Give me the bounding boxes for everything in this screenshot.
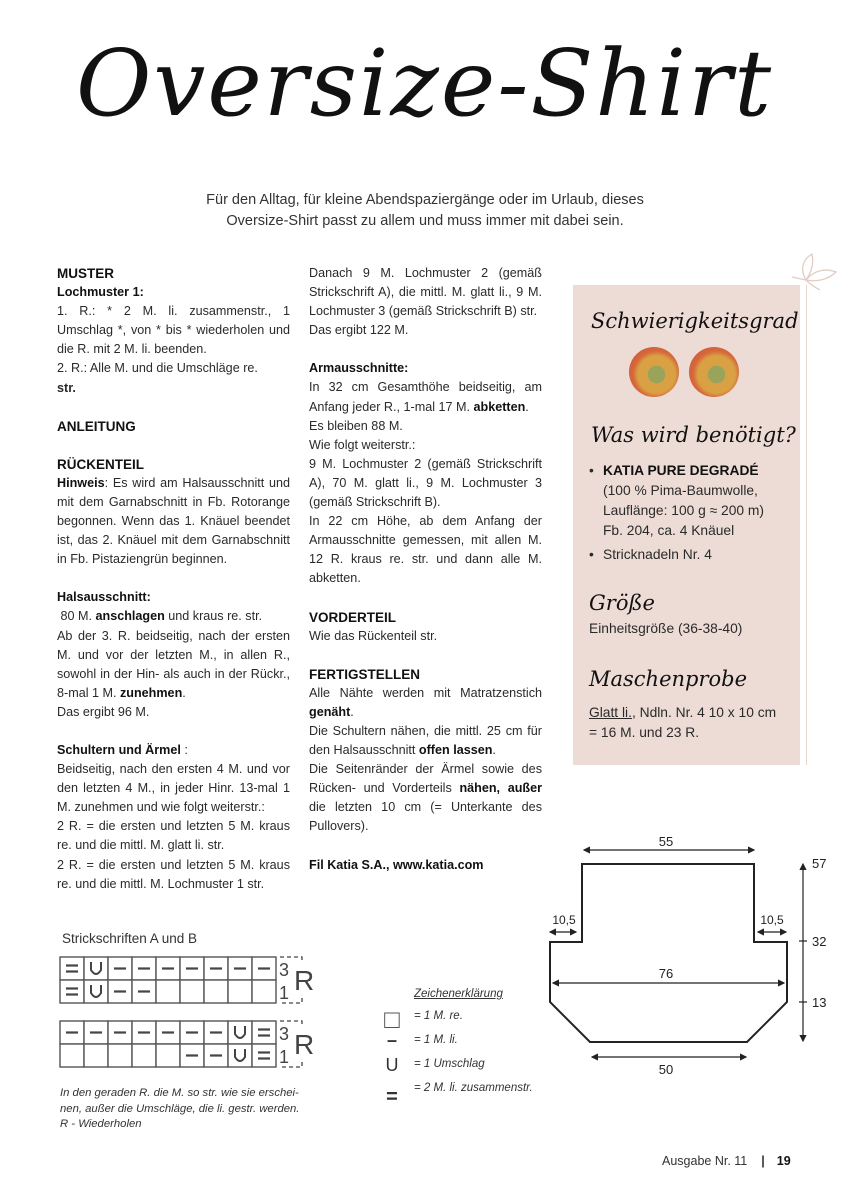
info-sidebar — [573, 285, 800, 765]
subheading-schultern — [57, 741, 290, 760]
schultern-heading-text: Schultern und Ärmel — [57, 742, 181, 757]
hals-p1-c: und kraus re. str. — [164, 609, 263, 624]
lochmuster-1-row-1: 1. R.: * 2 M. li. zusammenstr., 1 Umschlag *, von * bis * wiederholen und die R. mit 2 M. li. beenden. — [57, 304, 290, 357]
chart-note-line-2: nen, außer die Umschläge, die li. gestr. werden. — [60, 1102, 300, 1115]
yarn-name: KATIA PURE DEGRADÉ — [603, 463, 759, 478]
subheading-halsausschnitt: Halsausschnitt: — [57, 590, 151, 605]
gauge-stitch-type: Glatt li. — [589, 705, 632, 720]
garment-schematic — [540, 820, 840, 1090]
section-heading-vorderteil: VORDERTEIL — [309, 609, 397, 625]
arm-paragraph-2: Es bleiben 88 M. — [309, 418, 403, 433]
sidebar-divider — [806, 285, 807, 765]
fertig-p3-a: Die Seitenränder der Ärmel sowie des Rücken- und Vorderteils — [309, 762, 542, 796]
fertig-p2-a: Die Schultern nähen, die mittl. 25 cm für den Halsausschnitt — [309, 723, 542, 758]
issue-number: Ausgabe Nr. 11 — [662, 1154, 748, 1168]
chart-cell — [60, 980, 84, 1003]
hals-p1-a: 80 M. — [60, 609, 96, 624]
legend-title — [414, 988, 503, 1000]
chart-cell — [180, 980, 204, 1003]
fertig-p3-c: die letzten 10 cm (= Unterkante des Pullovers). — [309, 800, 542, 834]
chart-cell — [84, 1044, 108, 1067]
footer-separator: | — [761, 1154, 765, 1168]
size-heading: Größe — [589, 591, 655, 615]
section-heading-anleitung: ANLEITUNG — [57, 418, 136, 434]
fertig-p3-bold: nähen, außer — [459, 781, 542, 796]
dim-height-total: 57 — [812, 856, 827, 871]
schultern-paragraph-2: 2 R. = die ersten und letzten 5 M. kraus re. und die mittl. M. glatt li. str. — [57, 819, 290, 853]
chart-cell — [60, 957, 84, 980]
legend-text: = 1 Umschlag — [414, 1058, 485, 1070]
chart-cell — [204, 980, 228, 1003]
instructions-column-2 — [309, 264, 542, 875]
page-footer — [662, 1154, 791, 1168]
chart-cell — [228, 1044, 252, 1067]
gauge-heading: Maschenprobe — [589, 667, 748, 691]
arm-paragraph-4: 9 M. Lochmuster 2 (gemäß Strickschrift A), 70 M. glatt li., 9 M. Lochmuster 3 (gemäß Strickschrift B). — [309, 456, 542, 510]
fertig-p2-bold: offen lassen — [418, 743, 493, 758]
dim-body-width: 76 — [658, 966, 674, 981]
arm-p1-a: In 32 cm Gesamthöhe beidseitig, am Anfang jeder R., 1-mal 17 M. — [309, 380, 542, 414]
fertig-paragraph-3 — [309, 760, 542, 836]
instructions-column-1 — [57, 264, 290, 894]
knit-stitch-symbol-icon: □ — [384, 1004, 400, 1034]
legend-row — [372, 1082, 572, 1108]
purl-two-together-symbol-icon: = — [386, 1086, 398, 1108]
fertig-p1-a: Alle Nähte werden mit Matratzenstich — [309, 685, 542, 700]
chart-cell — [228, 980, 252, 1003]
needed-heading: Was wird benötigt? — [591, 423, 796, 447]
chart-cell — [60, 1044, 84, 1067]
schematic-outline — [550, 864, 787, 1042]
hals-paragraph-2 — [57, 627, 290, 703]
legend-text: = 1 M. re. — [414, 1010, 463, 1022]
vorderteil-text: Wie das Rückenteil str. — [309, 628, 438, 643]
chart-cell — [228, 1021, 252, 1044]
legend-text: = 1 M. li. — [414, 1034, 458, 1046]
yarn-ball-icon — [629, 347, 679, 397]
chart-cell — [252, 1044, 276, 1067]
hinweis-paragraph — [57, 474, 290, 569]
legend-row — [372, 1004, 572, 1034]
knitting-charts — [58, 955, 348, 1083]
yarn-over-symbol-icon: U — [385, 1055, 399, 1075]
fertig-paragraph-2 — [309, 722, 542, 760]
repeat-label: R — [294, 965, 315, 996]
chart-cell — [84, 980, 108, 1003]
materials-item-yarn — [589, 461, 764, 541]
lochmuster-1-row-2-text: 2. R.: Alle M. und die Umschläge re. — [57, 361, 258, 376]
subheading-lochmuster-1: Lochmuster 1: — [57, 285, 144, 300]
yarn-line-2: Lauflänge: 100 g ≈ 200 m) — [603, 503, 764, 518]
chart-row-number: 3 — [279, 960, 290, 980]
section-heading-rueckenteil: RÜCKENTEIL — [57, 456, 144, 472]
dim-armhole-left: 10,5 — [552, 913, 576, 927]
lochmuster-1-row-2 — [57, 359, 290, 378]
fertig-p1-c: . — [350, 704, 354, 719]
chart-row-number: 1 — [279, 1047, 290, 1067]
legend-title-text: Zeichenerklärung — [414, 988, 503, 1000]
yarn-ball-icon — [689, 347, 739, 397]
arm-p1-c: . — [525, 399, 529, 414]
intro-line-2: Oversize-Shirt passt zu allem und muss immer mit dabei sein. — [226, 213, 624, 229]
gauge-text — [589, 703, 776, 743]
arm-paragraph-3: Wie folgt weiterstr.: — [309, 437, 416, 452]
chart-cell — [84, 957, 108, 980]
yarn-line-1: (100 % Pima-Baumwolle, — [603, 483, 758, 498]
gauge-details: , Ndln. Nr. 4 10 x 10 cm — [631, 705, 777, 720]
chart-cell — [252, 980, 276, 1003]
dim-bottom-width: 50 — [658, 1062, 674, 1077]
legend-row — [372, 1030, 572, 1054]
section-heading-muster: MUSTER — [57, 266, 114, 281]
fertig-p1-bold: genäht — [309, 704, 351, 719]
size-text: Einheitsgröße (36-38-40) — [589, 621, 743, 636]
schultern-paragraph-1: Beidseitig, nach den ersten 4 M. und vor den letzten 4 M., in jeder Hinr. 13-mal 1 M. zunehmen und wie folgt weiterstr.: — [57, 762, 290, 815]
section-heading-fertigstellen: FERTIGSTELLEN — [309, 666, 420, 682]
chart-cell — [156, 980, 180, 1003]
intro-text — [150, 190, 700, 232]
materials-item-needles: • Stricknadeln Nr. 4 — [589, 545, 764, 565]
schultern-paragraph-3: 2 R. = die ersten und letzten 5 M. kraus re. und die mittl. M. Lochmuster 1 str. — [57, 857, 290, 891]
hinweis-text: : Es wird am Halsausschnitt und mit dem Garnabschnitt in Fb. Rotorange begonnen. Wenn das 1. Knäuel beendet ist, das 2. Knäuel mit dem Garnabschnitt in Fb. Pistaziengrün beginnen. — [57, 475, 290, 567]
chart-cell — [156, 1044, 180, 1067]
intro-line-1: Für den Alltag, für kleine Abendspaziergänge oder im Urlaub, dieses — [206, 192, 644, 208]
arm-paragraph-5: In 22 cm Höhe, ab dem Anfang der Armausschnitte gemessen, mit allen M. 12 R. kraus re. str. und dann alle M. abketten. — [309, 514, 542, 586]
credit-link[interactable]: Fil Katia S.A., www.katia.com — [309, 857, 484, 872]
gauge-line-2: = 16 M. und 23 R. — [589, 725, 700, 740]
hals-p2-bold: zunehmen — [119, 685, 183, 700]
repeat-label: R — [294, 1029, 315, 1060]
arm-paragraph-1 — [309, 378, 542, 416]
hals-paragraph-1 — [57, 607, 290, 626]
danach-paragraph-1: Danach 9 M. Lochmuster 2 (gemäß Strickschrift A), die mittl. M. glatt li., 9 M. Lochmuster 3 (gemäß Strickschrift B) str. — [309, 266, 542, 319]
dim-height-hem: 13 — [812, 995, 827, 1010]
lochmuster-1-row-2-end: str. — [57, 380, 76, 395]
chart-row-number: 3 — [279, 1024, 290, 1044]
arm-p1-bold: abketten — [473, 399, 526, 414]
legend-text: = 2 M. li. zusammenstr. — [414, 1082, 533, 1094]
hals-paragraph-3: Das ergibt 96 M. — [57, 704, 150, 719]
page-title: Oversize-Shirt — [75, 30, 774, 137]
dim-armhole-right: 10,5 — [760, 913, 784, 927]
subheading-armausschnitte: Armausschnitte: — [309, 361, 409, 376]
schultern-colon: : — [180, 742, 188, 757]
hinweis-label: Hinweis — [57, 475, 105, 490]
chart-note — [60, 1086, 350, 1133]
legend-row — [372, 1055, 572, 1078]
chart-note-line-3: R - Wiederholen — [60, 1118, 142, 1130]
fertig-paragraph-1 — [309, 684, 542, 722]
purl-stitch-symbol-icon: – — [386, 1030, 397, 1050]
fertig-p2-c: . — [492, 743, 496, 758]
hals-p2-a: Ab der 3. R. beidseitig, nach der ersten M. und vor der letzten M., in allen R., sowohl in der Hin- als auch in der Rückr., 8-mal 1 M. — [57, 628, 290, 700]
chart-note-line-1: In den geraden R. die M. so str. wie sie erschei- — [60, 1087, 299, 1099]
chart-row-number: 1 — [279, 983, 290, 1003]
yarn-line-3: Fb. 204, ca. 4 Knäuel — [603, 523, 735, 538]
chart-cell — [132, 1044, 156, 1067]
chart-cell — [252, 1021, 276, 1044]
dim-height-armhole: 32 — [812, 934, 827, 949]
leaf-decoration-icon — [790, 250, 840, 290]
hals-p1-bold: anschlagen — [95, 609, 165, 624]
page-number: 19 — [776, 1154, 791, 1168]
danach-paragraph-2: Das ergibt 122 M. — [309, 323, 409, 338]
charts-label: Strickschriften A und B — [62, 931, 198, 946]
difficulty-heading: Schwierigkeitsgrad — [591, 309, 799, 333]
chart-cell — [108, 1044, 132, 1067]
hals-p2-c: . — [182, 685, 186, 700]
materials-list — [589, 461, 764, 565]
dim-top-width: 55 — [658, 834, 674, 849]
